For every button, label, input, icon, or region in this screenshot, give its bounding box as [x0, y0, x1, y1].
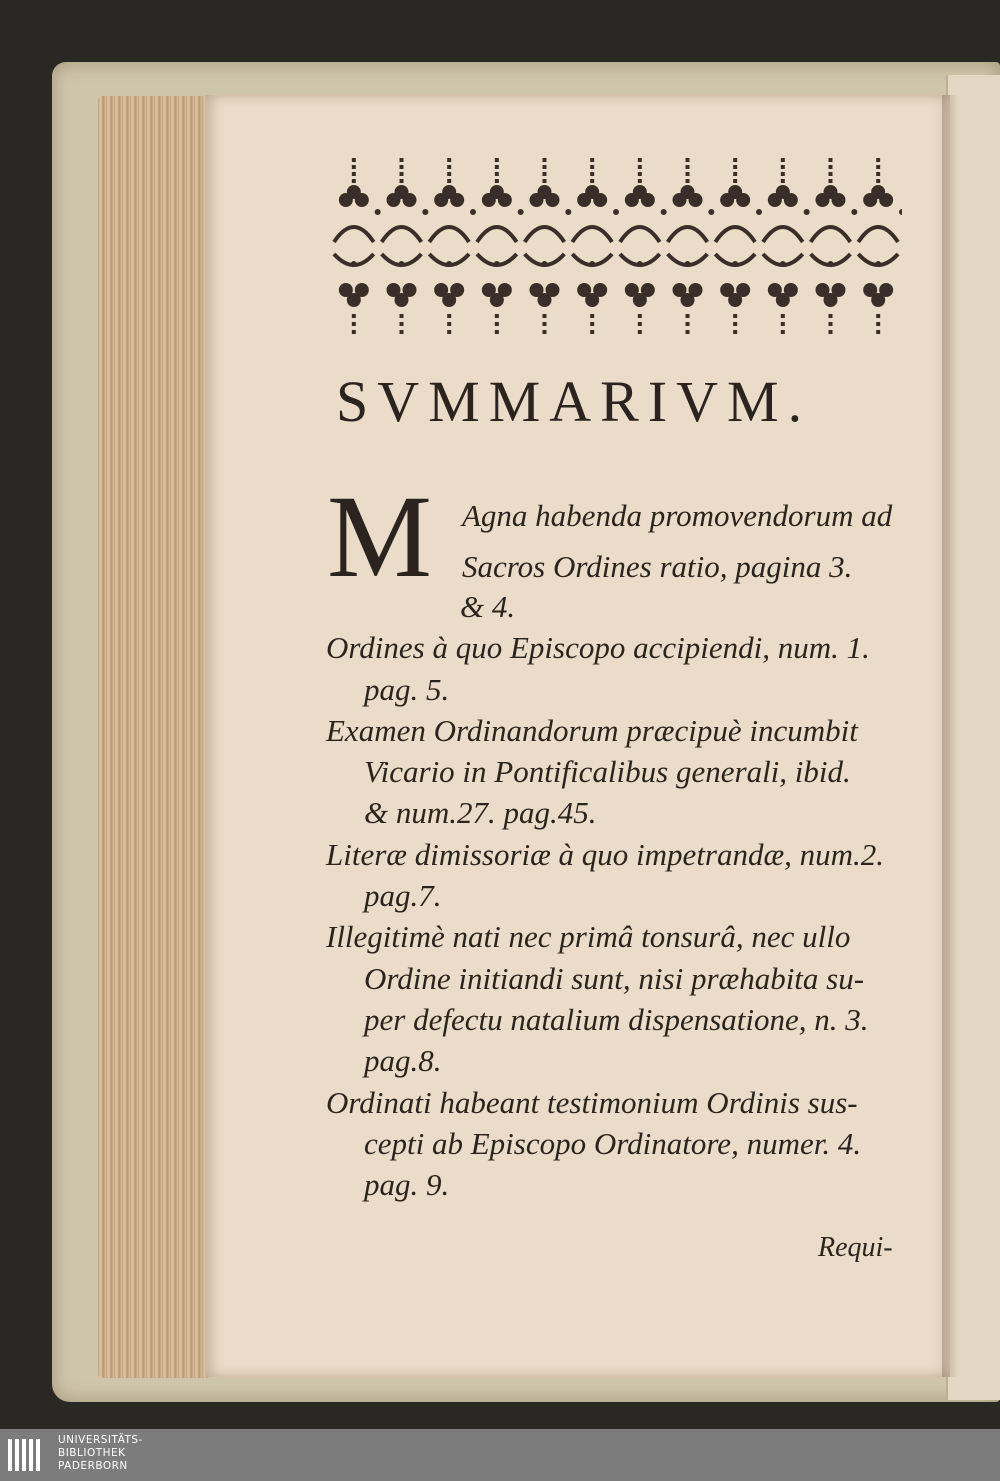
library-footer	[0, 1429, 1000, 1481]
summary-line: Vicario in Pontificalibus generali, ibid.	[364, 754, 851, 789]
page-title: SVMMARIVM.	[336, 369, 812, 434]
summary-line: Ordinati habeant testimonium Ordinis sus-	[326, 1085, 858, 1120]
summary-line: Ordines à quo Episcopo accipiendi, num. 1.	[326, 630, 870, 665]
page-edges	[98, 96, 210, 1378]
summary-line: & 4.	[460, 589, 516, 624]
summary-line: Ordine initiandi sunt, nisi præhabita su-	[364, 961, 865, 996]
summary-line: Examen Ordinandorum præcipuè incumbit	[326, 713, 858, 748]
library-name	[58, 1434, 143, 1473]
summary-line: Literæ dimissoriæ à quo impetrandæ, num.2.	[326, 837, 885, 872]
summary-line: pag.7.	[364, 878, 442, 913]
gutter-shadow	[942, 95, 958, 1377]
summary-line: pag. 5.	[364, 672, 450, 707]
summary-line: pag. 9.	[364, 1167, 450, 1202]
library-name-line: PADERBORN	[58, 1460, 128, 1472]
catchword: Requi-	[818, 1232, 893, 1263]
summary-line: & num.27. pag.45.	[364, 795, 597, 830]
summary-line: Illegitimè nati nec primâ tonsurâ, nec ullo	[326, 919, 851, 954]
summary-line: pag.8.	[364, 1043, 442, 1078]
summary-line: Sacros Ordines ratio, pagina 3.	[462, 549, 853, 584]
summary-line: cepti ab Episcopo Ordinatore, numer. 4.	[364, 1126, 862, 1161]
library-name-line: UNIVERSITÄTS-	[58, 1434, 143, 1446]
library-logo-icon	[8, 1435, 50, 1475]
summary-line: per defectu natalium dispensatione, n. 3.	[364, 1002, 869, 1037]
library-name-line: BIBLIOTHEK	[58, 1447, 126, 1459]
summary-line: Agna habenda promovendorum ad	[462, 498, 893, 533]
drop-cap-initial: M	[327, 471, 432, 602]
decorative-headpiece	[330, 150, 902, 340]
